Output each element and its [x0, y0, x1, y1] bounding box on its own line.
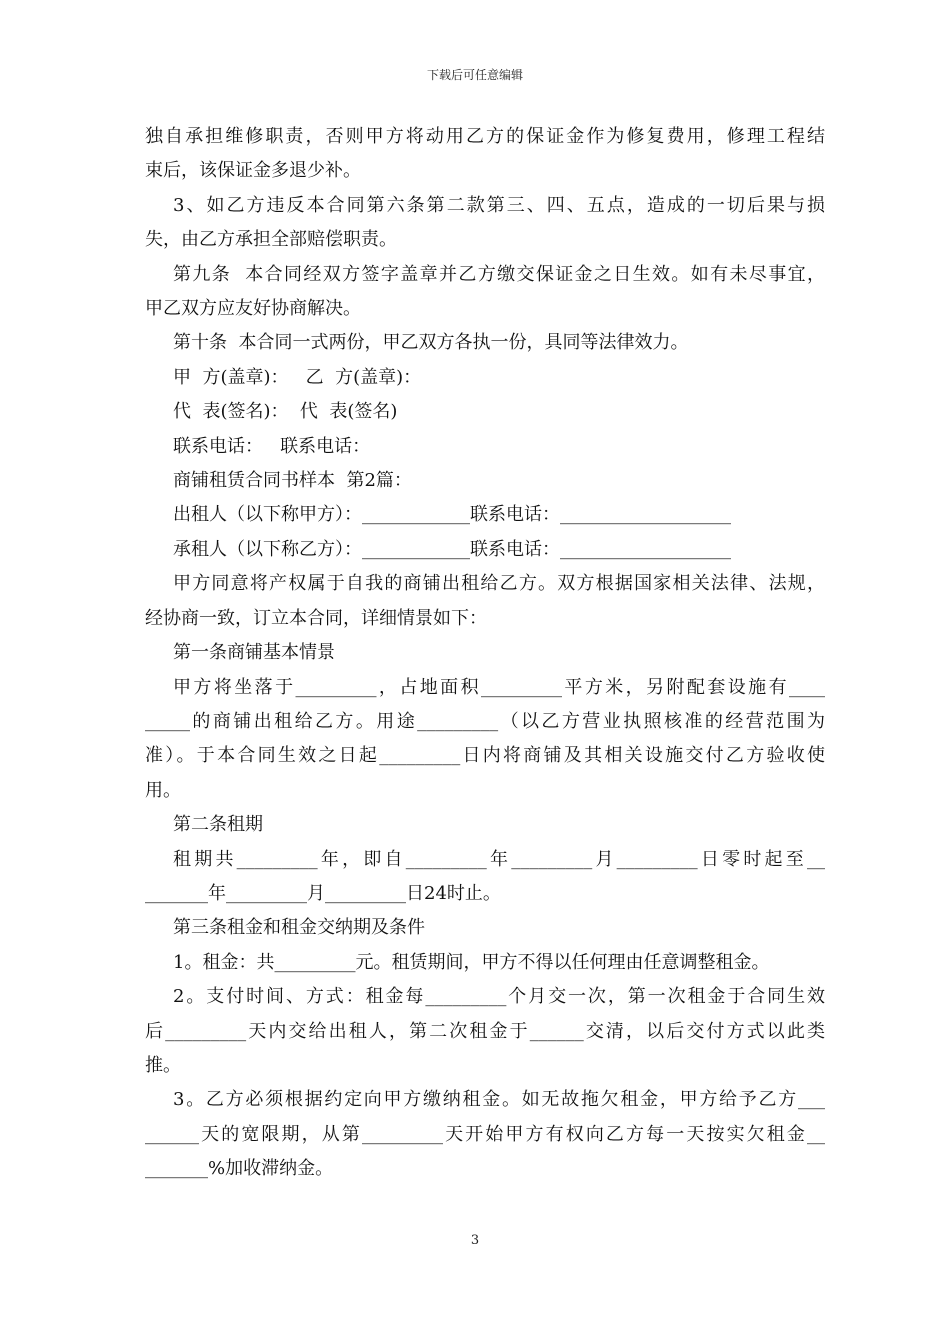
paragraph-line: 甲乙双方应友好协商解决。: [145, 298, 361, 320]
signature-party-line: 甲 方(盖章)： 乙 方(盖章)：: [173, 366, 422, 388]
paragraph-line: 3、如乙方违反本合同第六条第二款第三、四、五点，造成的一切后果与损: [173, 194, 825, 216]
paragraph-line: 用。: [145, 779, 181, 801]
paragraph-line: ______天的宽限期，从第_________天开始甲方有权向乙方每一天按实欠租金__: [145, 1123, 825, 1145]
paragraph-line: 2。支付时间、方式：租金每_________个月交一次，第一次租金于合同生效: [173, 986, 825, 1008]
article-heading: 第二条租期: [173, 814, 263, 836]
article-heading: 第三条租金和租金交纳期及条件: [173, 917, 425, 939]
document-body: [145, 120, 825, 1187]
paragraph-line: 第十条 本合同一式两份，甲乙双方各执一份，具同等法律效力。: [173, 332, 689, 354]
page-header: 下载后可任意编辑: [426, 68, 523, 82]
paragraph-line: 独自承担维修职责，否则甲方将动用乙方的保证金作为修复费用，修理工程结: [145, 126, 825, 147]
article-heading: 第一条商铺基本情景: [173, 642, 335, 664]
paragraph-line: _______%加收滞纳金。: [145, 1158, 334, 1180]
paragraph-line: 束后，该保证金多退少补。: [145, 160, 361, 182]
paragraph-line: 租期共_________年，即自_________年_________月_________日零时起至__: [173, 848, 825, 870]
paragraph-line: 甲方同意将产权属于自我的商铺出租给乙方。双方根据国家相关法律、法规，: [173, 573, 825, 595]
paragraph-line: 推。: [145, 1054, 181, 1076]
lessor-line: 出租人（以下称甲方）：____________联系电话：___________________: [173, 504, 731, 526]
paragraph-line: 准）。于本合同生效之日起_________日内将商铺及其相关设施交付乙方验收使: [145, 745, 825, 767]
paragraph-line: 甲方将坐落于_________，占地面积_________平方米，另附配套设施有____: [173, 676, 825, 698]
paragraph-line: _____的商铺出租给乙方。用途_________（以乙方营业执照核准的经营范围为: [145, 710, 825, 732]
paragraph-line: 经协商一致，订立本合同，详细情景如下：: [145, 607, 487, 629]
paragraph-line: 3。乙方必须根据约定向甲方缴纳租金。如无故拖欠租金，甲方给予乙方___: [173, 1089, 825, 1111]
lessee-line: 承租人（以下称乙方）：____________联系电话：___________________: [173, 538, 731, 560]
paragraph-line: 后_________天内交给出租人，第二次租金于______交清，以后交付方式以此类: [145, 1020, 825, 1042]
signature-rep-line: 代 表(签名)： 代 表(签名): [173, 401, 398, 423]
section-title: 商铺租赁合同书样本 第2篇：: [173, 470, 412, 492]
paragraph-line: 1。租金：共_________元。租赁期间，甲方不得以任何理由任意调整租金。: [173, 951, 770, 973]
paragraph-line: 失，由乙方承担全部赔偿职责。: [145, 229, 397, 251]
page-number: 3: [470, 1233, 480, 1248]
signature-phone-line: 联系电话： 联系电话：: [173, 435, 371, 457]
paragraph-line: 第九条 本合同经双方签字盖章并乙方缴交保证金之日生效。如有未尽事宜，: [173, 263, 825, 285]
paragraph-line: _______年_________月_________日24时止。: [145, 882, 501, 904]
